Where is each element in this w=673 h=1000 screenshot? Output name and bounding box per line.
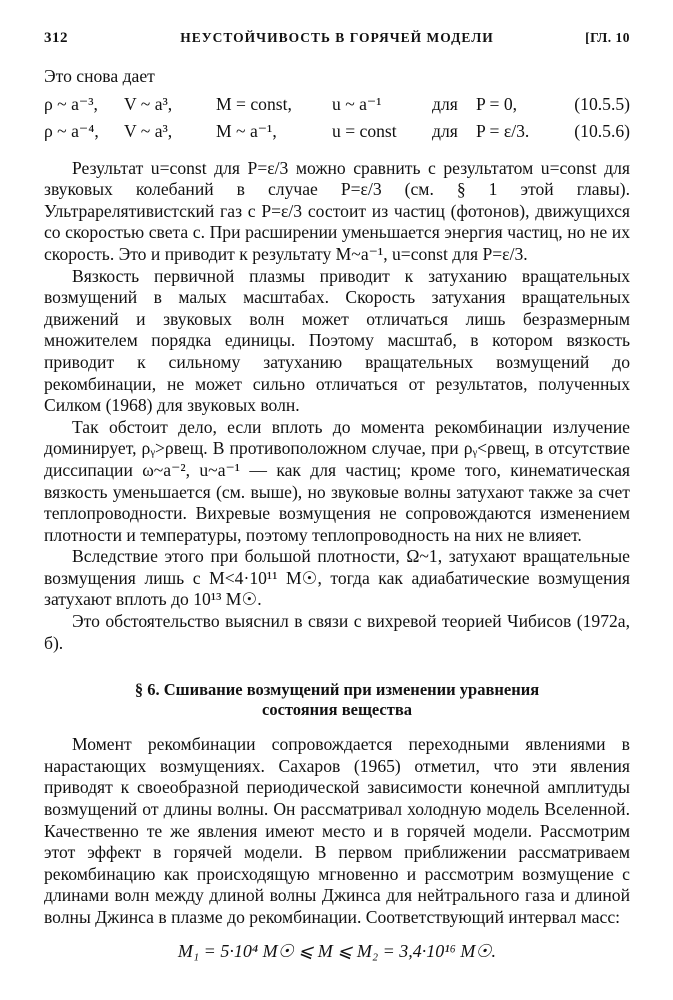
paragraph: Результат u=const для P=ε/3 можно сравнить с результатом u=const для звуковых колебаний в случае P=ε/3 (см. § 1 этой главы). Ультрарелятивистский газ с P=ε/3 состоит из частиц (фотонов), движущихся со скоростью света c. При расширении уменьшается энергия частиц, но не их скорость. Это и приводит к результату M~a⁻¹, u=const для P=ε/3. bbox=[44, 157, 630, 264]
book-page bbox=[44, 26, 630, 962]
section-title-line1: § 6. Сшивание возмущений при изменении уравнения bbox=[134, 680, 540, 700]
equation-10-5-6: ρ ~ a⁻⁴, V ~ a³, M ~ a⁻¹, u = const для P = ε/3. (10.5.6) bbox=[44, 120, 630, 141]
equation-block bbox=[44, 94, 630, 148]
equation-number: (10.5.6) bbox=[574, 120, 630, 141]
chapter-label: [ГЛ. 10 bbox=[585, 30, 630, 45]
section-heading bbox=[44, 680, 630, 720]
running-title: НЕУСТОЙЧИВОСТЬ В ГОРЯЧЕЙ МОДЕЛИ bbox=[180, 30, 494, 45]
page-number: 312 bbox=[44, 30, 68, 46]
section-title-line2: состояния вещества bbox=[262, 700, 412, 720]
equation-number: (10.5.5) bbox=[574, 93, 630, 114]
section-paragraph: Момент рекомбинации сопровождается переходными явлениями в нарастающих возмущениях. Сахаров (1965) отметил, что эти явления приводят к своеобразной периодической зависимости конечной амплитуды возмущений от длины волны. Он рассматривал холодную модель Вселенной. Качественно те же явления имеют место и в горячей модели. Рассмотрим этот эффект в горячей модели. В первом приближении рассматриваем рекомбинацию как происходящую мгновенно и рассмотрим возмущение с длинами волн между длиной волны Джинса для нейтрального газа и длиной волны Джинса в плазме до рекомбинации. Соответствующий интервал масс: bbox=[44, 734, 630, 927]
equation-10-5-5: ρ ~ a⁻³, V ~ a³, M = const, u ~ a⁻¹ для P = 0, (10.5.5) bbox=[44, 93, 630, 114]
running-header bbox=[44, 26, 630, 52]
mass-formula: M₁ = 5·10⁴ M☉ ⩽ M ⩽ M₂ = 3,4·10¹⁶ M☉. bbox=[177, 940, 497, 961]
paragraph: Так обстоит дело, если вплоть до момента рекомбинации излучение доминирует, ρᵧ>ρвещ. В противоположном случае, при ρᵧ<ρвещ, в отсутствие диссипации ω~a⁻², u~a⁻¹ — как для частиц; кроме того, кинематическая вязкость уменьшается (см. выше), но звуковые волны затухают также за счет теплопроводности. Вихревые возмущения не сопровождаются изменением плотности и температуры, поэтому теплопроводность на них не влияет. bbox=[44, 416, 630, 545]
paragraph: Это обстоятельство выяснил в связи с вихревой теорией Чибисов (1972а, б). bbox=[44, 611, 630, 653]
intro-line: Это снова дает bbox=[44, 66, 155, 86]
paragraph: Вследствие этого при большой плотности, Ω~1, затухают вращательные возмущения лишь с M<4·10¹¹ M☉, тогда как адиабатические возмущения затухают вплоть до 10¹³ M☉. bbox=[44, 546, 630, 610]
paragraph: Вязкость первичной плазмы приводит к затуханию вращательных возмущений в малых масштабах. Скорость затухания вращательных движений и звуковых волн может отличаться лишь безразмерным множителем порядка единицы. Поэтому масштаб, в котором вязкость приводит к сильному затуханию вращательных возмущений до рекомбинации, не может сильно отличаться от результатов, полученных Силком (1968) для звуковых волн. bbox=[44, 265, 630, 416]
